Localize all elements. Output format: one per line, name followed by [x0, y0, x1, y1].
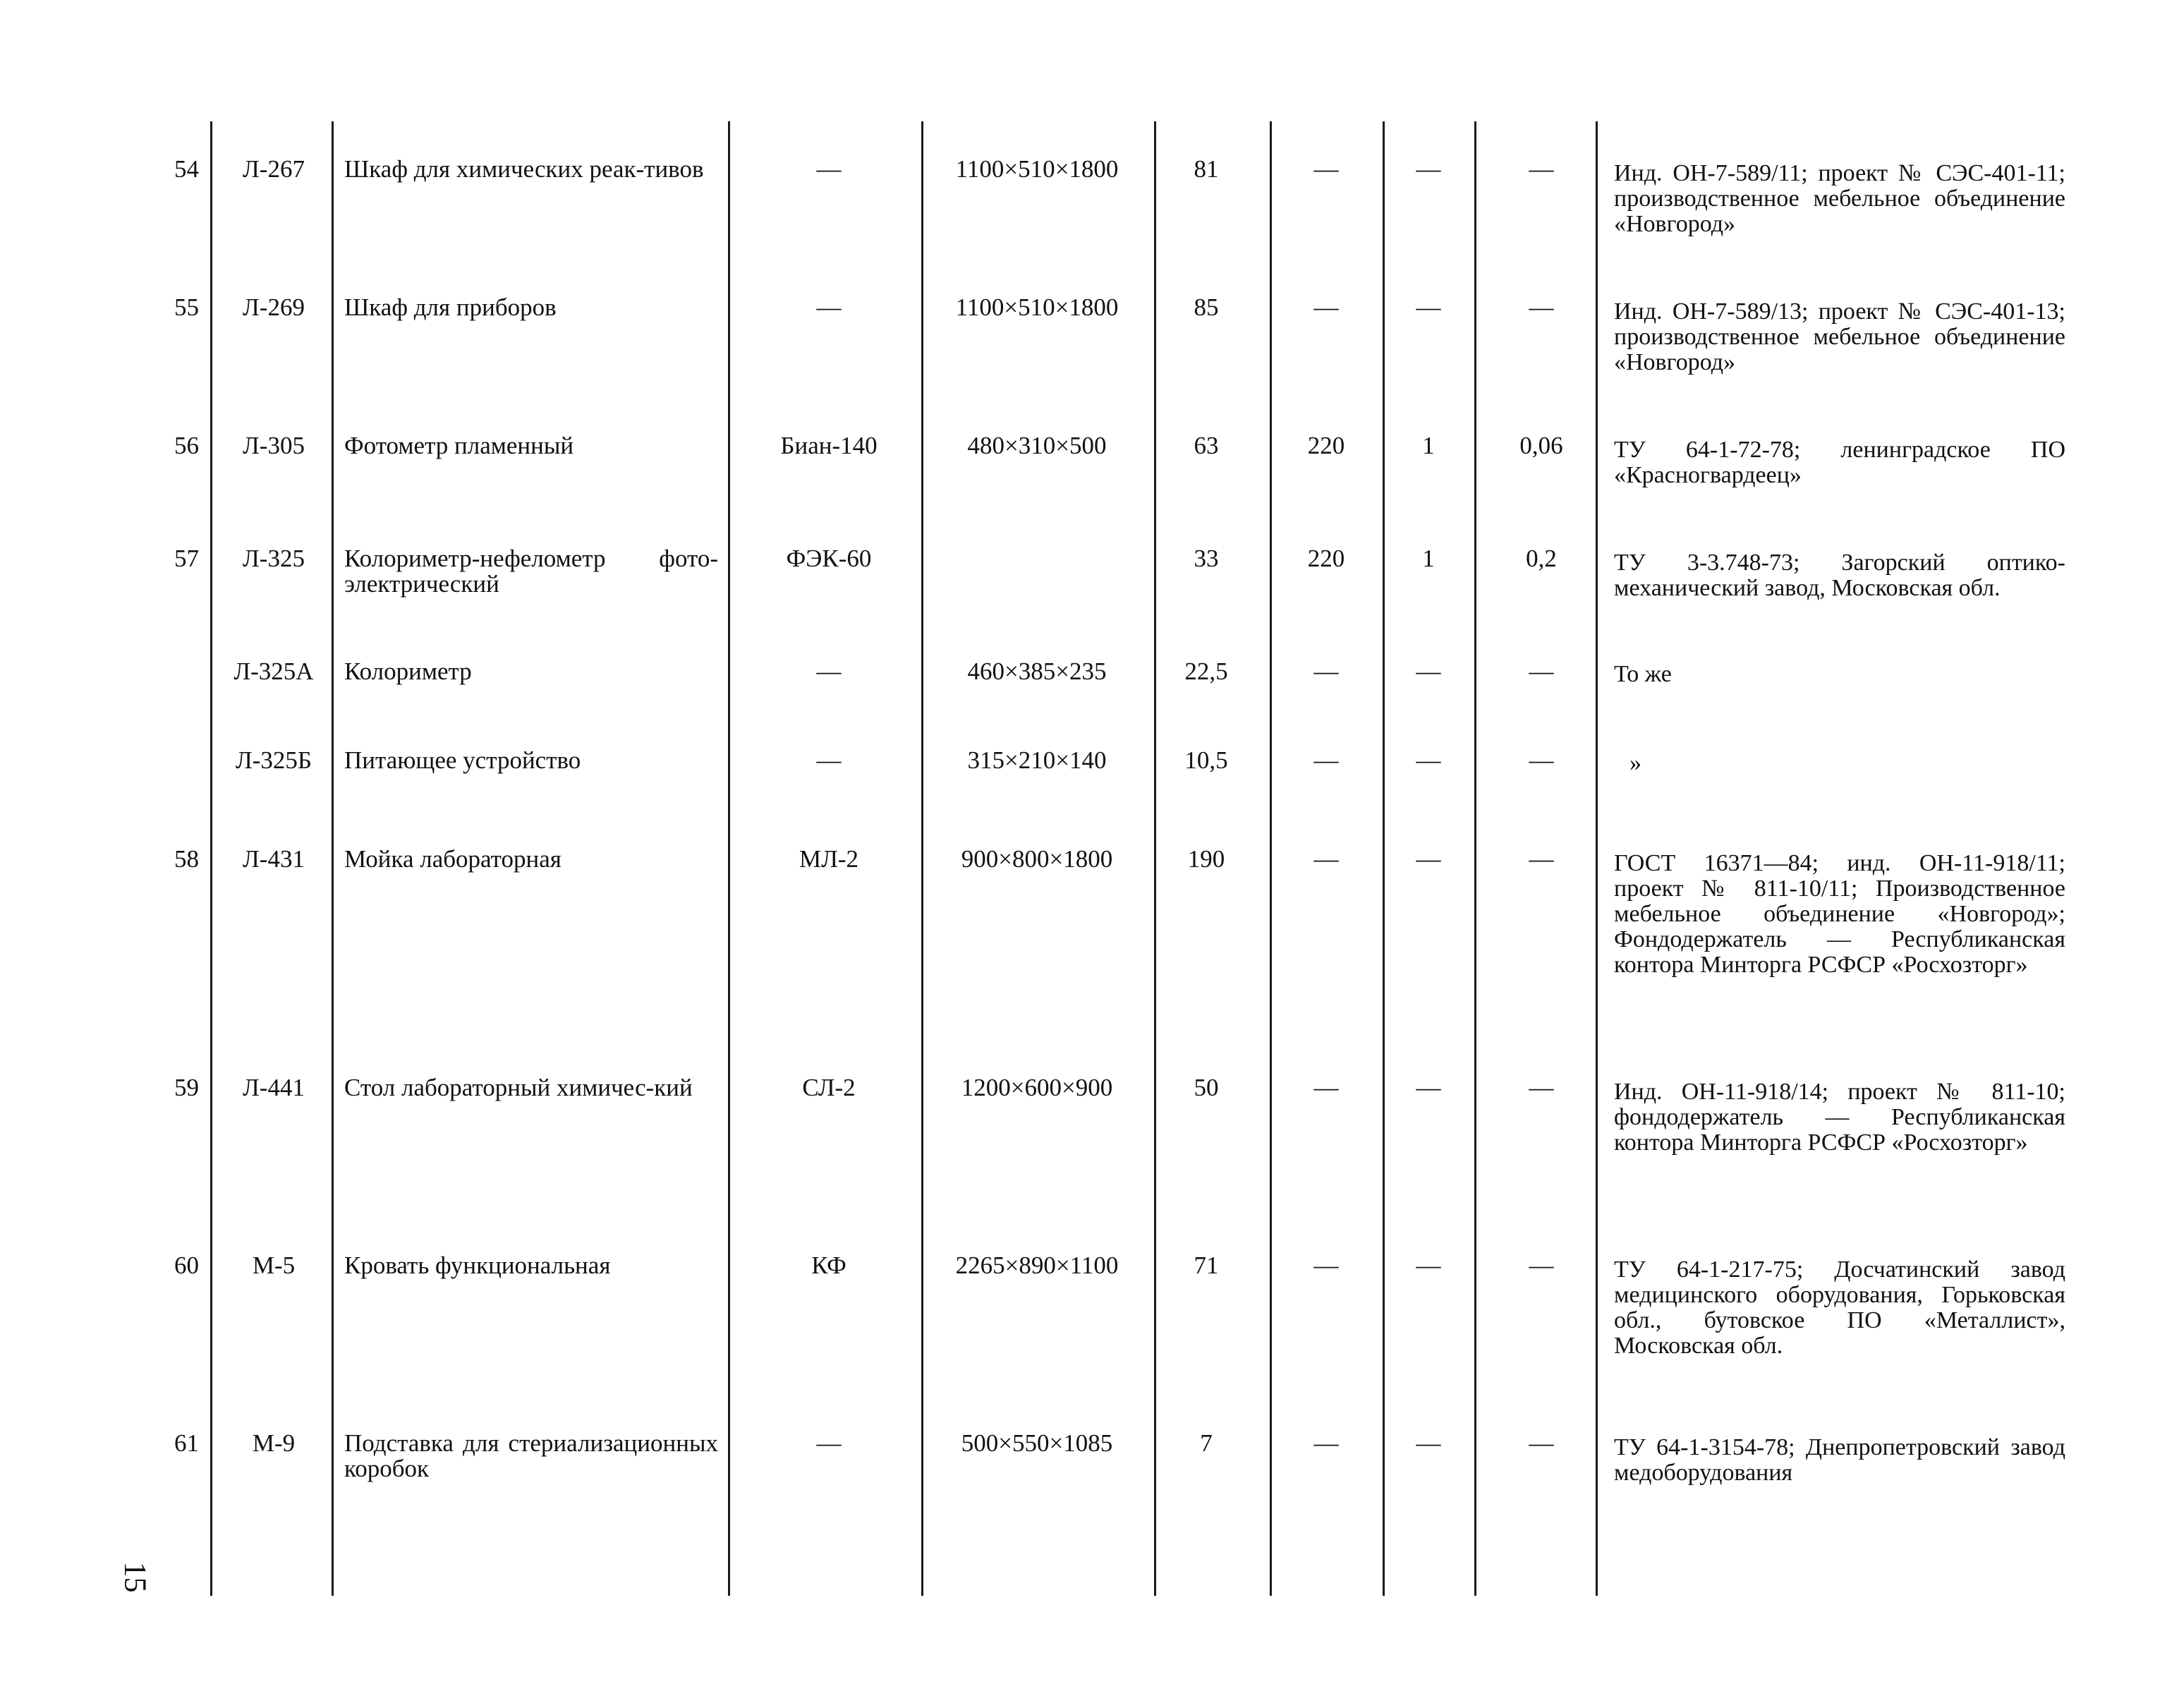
row-number: 54 [174, 155, 199, 183]
row-number: 60 [174, 1252, 199, 1279]
item-name: Фотометр пламенный [344, 432, 574, 459]
column-rule [332, 121, 334, 1596]
column-rule [1154, 121, 1156, 1596]
item-power: 0,06 [1519, 432, 1563, 459]
column-rule [1270, 121, 1272, 1596]
item-type: КФ [811, 1252, 846, 1279]
item-voltage: — [1313, 1252, 1339, 1279]
item-power: 0,2 [1526, 545, 1557, 572]
row-number: 58 [174, 845, 199, 873]
column-rule [1383, 121, 1385, 1596]
item-name: Питающее устройство [344, 746, 581, 774]
item-power: — [1529, 155, 1554, 183]
item-code: Л-269 [243, 293, 305, 321]
item-code: Л-325 [243, 545, 305, 572]
item-dimensions: 900×800×1800 [961, 845, 1113, 873]
item-phase: — [1416, 746, 1441, 774]
item-type: — [816, 1429, 842, 1457]
item-phase: — [1416, 658, 1441, 685]
item-name: Подставка для стериализационных коробок [344, 1429, 718, 1482]
item-mass: 81 [1194, 155, 1219, 183]
item-dimensions: 500×550×1085 [961, 1429, 1113, 1457]
item-phase: — [1416, 293, 1441, 321]
item-voltage: 220 [1307, 432, 1345, 459]
item-name: Шкаф для химических реак-тивов [344, 155, 704, 183]
item-phase: 1 [1422, 545, 1435, 572]
item-voltage: — [1313, 1429, 1339, 1457]
column-rule [1596, 121, 1598, 1596]
row-number: 55 [174, 293, 199, 321]
row-number: 59 [174, 1074, 199, 1101]
item-mass: 10,5 [1184, 746, 1228, 774]
item-code: Л-305 [243, 432, 305, 459]
item-note: Инд. ОН-7-589/13; проект № СЭС-401-13; производственное мебельное объединение «Новгород» [1614, 298, 2065, 375]
item-code: Л-431 [243, 845, 305, 873]
item-mass: 33 [1194, 545, 1219, 572]
item-phase: — [1416, 1429, 1441, 1457]
item-code: Л-441 [243, 1074, 305, 1101]
item-dimensions: 315×210×140 [967, 746, 1107, 774]
item-mass: 71 [1194, 1252, 1219, 1279]
item-phase: — [1416, 1074, 1441, 1101]
item-dimensions: 1200×600×900 [961, 1074, 1113, 1101]
column-rule [210, 121, 212, 1596]
item-note: Инд. ОН-11-918/14; проект № 811-10; фондодержатель — Республиканская контора Минторга РСФСР «Росхозторг» [1614, 1079, 2065, 1156]
item-note: ТУ 64-1-217-75; Досчатинский завод медицинского оборудования, Горьковская обл., бутовское ПО «Металлист», Московская обл. [1614, 1256, 2065, 1359]
item-code: Л-267 [243, 155, 305, 183]
item-type: МЛ-2 [799, 845, 858, 873]
item-type: — [816, 746, 842, 774]
item-type: — [816, 658, 842, 685]
item-dimensions: 1100×510×1800 [955, 155, 1119, 183]
item-code: М-5 [252, 1252, 296, 1279]
item-code: Л-325А [233, 658, 314, 685]
row-number: 56 [174, 432, 199, 459]
item-type: СЛ-2 [802, 1074, 856, 1101]
item-code: М-9 [252, 1429, 296, 1457]
item-code: Л-325Б [236, 746, 312, 774]
item-name: Колориметр [344, 658, 472, 685]
item-power: — [1529, 845, 1554, 873]
page-number: 15 [118, 1561, 153, 1593]
item-name: Кровать функциональная [344, 1252, 611, 1279]
item-mass: 22,5 [1184, 658, 1228, 685]
item-power: — [1529, 293, 1554, 321]
item-dimensions: 460×385×235 [967, 658, 1107, 685]
row-number: 61 [174, 1429, 199, 1457]
item-phase: — [1416, 155, 1441, 183]
row-number: 57 [174, 545, 199, 572]
item-voltage: — [1313, 658, 1339, 685]
column-rule [921, 121, 923, 1596]
item-power: — [1529, 658, 1554, 685]
item-mass: 50 [1194, 1074, 1219, 1101]
item-voltage: — [1313, 746, 1339, 774]
item-type: Биан-140 [780, 432, 878, 459]
item-mass: 7 [1200, 1429, 1213, 1457]
item-name: Стол лабораторный химичес-кий [344, 1074, 693, 1101]
item-voltage: — [1313, 155, 1339, 183]
item-type: ФЭК-60 [786, 545, 872, 572]
column-rule [728, 121, 730, 1596]
item-note: ТУ 64-1-3154-78; Днепропетровский завод медоборудования [1614, 1434, 2065, 1486]
item-name: Мойка лабораторная [344, 845, 562, 873]
item-note: ТУ 3-3.748-73; Загорский оптико-механический завод, Московская обл. [1614, 550, 2065, 601]
item-dimensions: 480×310×500 [967, 432, 1107, 459]
item-phase: 1 [1422, 432, 1435, 459]
item-mass: 85 [1194, 293, 1219, 321]
item-note: ТУ 64-1-72-78; ленинградское ПО «Красногвардеец» [1614, 437, 2065, 488]
item-type: — [816, 293, 842, 321]
item-mass: 190 [1187, 845, 1225, 873]
item-name: Шкаф для приборов [344, 293, 557, 321]
item-note: » [1629, 750, 1641, 776]
item-voltage: — [1313, 293, 1339, 321]
item-note: То же [1614, 661, 1672, 687]
item-note: ГОСТ 16371—84; инд. ОН-11-918/11; проект № 811-10/11; Производственное мебельное объединение «Новгород»; Фондодержатель — Республиканская контора Минторга РСФСР «Росхозторг» [1614, 850, 2065, 978]
item-voltage: 220 [1307, 545, 1345, 572]
item-mass: 63 [1194, 432, 1219, 459]
item-power: — [1529, 1074, 1554, 1101]
column-rule [1474, 121, 1476, 1596]
item-dimensions: 2265×890×1100 [955, 1252, 1119, 1279]
item-phase: — [1416, 845, 1441, 873]
item-power: — [1529, 1429, 1554, 1457]
item-phase: — [1416, 1252, 1441, 1279]
item-voltage: — [1313, 1074, 1339, 1101]
item-voltage: — [1313, 845, 1339, 873]
item-type: — [816, 155, 842, 183]
item-note: Инд. ОН-7-589/11; проект № СЭС-401-11; производственное мебельное объединение «Новгород» [1614, 160, 2065, 237]
item-dimensions: 1100×510×1800 [955, 293, 1119, 321]
item-power: — [1529, 1252, 1554, 1279]
item-power: — [1529, 746, 1554, 774]
item-name: Колориметр-нефелометр фото-электрический [344, 545, 718, 598]
